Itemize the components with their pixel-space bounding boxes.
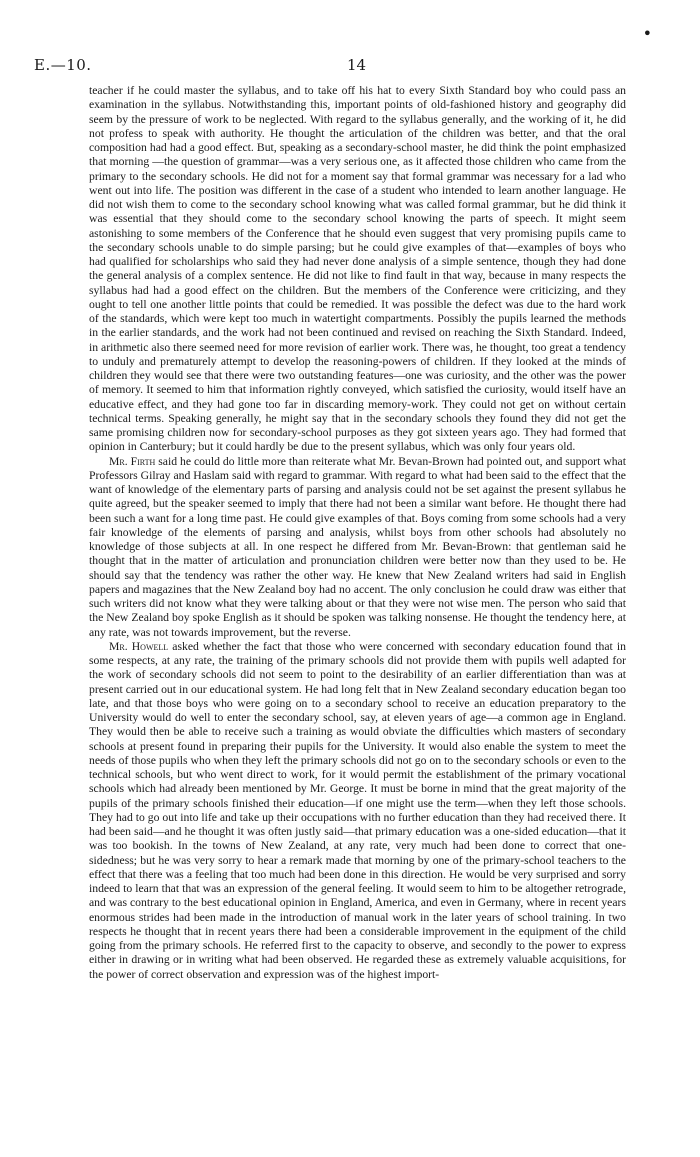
paragraph-text: teacher if he could master the syllabus, and to take off his hat to every Sixth Standard boy who could pass an examination in the syllabus. Notwithstanding this, important points of old-fashioned history and geography did seem by the pressure of work to be neglected. With regard to the syllabus generally, and the working of it, he did not profess to speak with authority. He thought the articulation of the children was better, and that the oral composition had had a good effect. But, speaking as a secondary-school master, he did think the point emphasized that morning —the question of grammar—was a very serious one, as it affected those children who came from the primary to the secondary schools. He did not for a moment say that formal grammar was necessary for a lad who went out into life. The position was different in the case of a student who intended to learn another language. He did not wish them to come to the secondary school knowing what was called formal grammar, but he did think it was essential that they should come to the secondary school knowing the parts of speech. It might seem astonishing to some members of the Conference that he should even suggest that very promising pupils came to the secondary schools unable to do simple parsing; but he could give examples of that—examples of boys who had qualified for scholarships who said they had never done analysis of a simple sentence, though they had done the general analysis of a complex sentence. He did not like to find fault in that way, because in many respects the syllabus had had a good effect on the children. But the members of the Conference were criticizing, and they ought to tell one another little points that could be remedied. It was possible the defect was due to the hard work of the standards, which were kept too much in watertight compartments. Possibly the pupils learned the methods in the earlier standards, and the work had not been continued and revised on reaching the Sixth Standard. Indeed, in arithmetic also there seemed need for more revision of earlier work. There was, he thought, too great a tendency to unduly and prematurely attempt to develop the reasoning-powers of children. If they looked at the minds of children they would see that there were two outstanding features—one was curiosity, and the other was the power of memory. It seemed to him that information rightly conveyed, which satisfied the curiosity, would itself have an educative effect, and they had gone too far in discarding memory-work. They could not get on without certain technical terms. Speaking generally, he might say that in the secondary schools they found they did not get the same promising children now for secondary-school purposes as they got sixteen years ago. They had formed that opinion in Canterbury; but it could hardly be due to the present syllabus, which was only four years old. [89,84,626,454]
paragraph-howell [89,640,626,982]
margin-mark: • [642,24,652,43]
page-number: 14 [347,56,367,74]
page-header [34,24,660,78]
document-reference: E.—10. [34,56,92,74]
speaker-name: Mr. Firth [109,454,156,468]
paragraph-text: said he could do little more than reiterate what Mr. Bevan-Brown had pointed out, and support what Professors Gilray and Haslam said with regard to grammar. With regard to what had been said to the effect that the want of knowledge of the elementary parts of parsing and analysis could not be set against the present syllabus he quite agreed, but the speaker seemed to imply that there had not been a similar want before. He thought there had been such a want for a long time past. He could give examples of that. Boys coming from some schools had a very fair knowledge of the elements of parsing and analysis, whilst boys from other schools had absolutely no knowledge of those subjects at all. In one respect he differed from Mr. Bevan-Brown: that gentleman said he thought that in the matter of articulation and pronunciation children were better now than they used to be. He should say that the tendency was rather the other way. He knew that New Zealand writers had said in English papers and magazines that the New Zealand boy had no accent. The only conclusion he could draw was either that such writers did not know what they were talking about or that they were not wise men. The person who said that the New Zealand boy spoke English as it should be spoken was talking nonsense. He thought the tendency here, at any rate, was not towards improvement, but the reverse. [89,454,626,639]
paragraph-text: asked whether the fact that those who were concerned with secondary education found that in some respects, at any rate, the training of the primary schools did not provide them with pupils well adapted for the work of secondary schools did not seem to point to the desirability of an earlier differentiation than was at present carried out in our educational system. He had long felt that in New Zealand secondary education began too late, and that those boys who were going on to a secondary school to receive an education preparatory to the University would do well to enter the secondary school, say, at eleven years of age—a common age in England. They would then be able to receive such a training as would obviate the difficulties which masters of secondary schools at present found in preparing their pupils for the University. It would also enable the system to meet the needs of those pupils who when they left the primary schools did not go on to the secondary schools or even to the technical schools, but who went direct to work, for it would permit the establishment of the primary vocational schools which had already been mentioned by Mr. George. It must be borne in mind that the great majority of the pupils of the primary schools finished their education—if one might use the term—when they left those schools. They had to go out into life and take up their occupations with no further education than they had received there. It had been said—and he thought it was often justly said—that primary education was a one-sided education—that it was too bookish. In the towns of New Zealand, at any rate, very much had been done to correct that one-sidedness; but he was very sorry to hear a remark made that morning by one of the primary-school teachers to the effect that there was a feeling that too much had been done in this direction. He would be very surprised and sorry indeed to learn that that was an expression of the general feeling. It would seem to him to be altogether retrograde, and was contrary to the best educational opinion in England, America, and even in Germany, where in recent years enormous strides had been made in the introduction of manual work in the later years of school training. In two respects he thought that in recent years there had been a considerable improvement in the equipment of the child going from the primary schools. He referred first to the capacity to observe, and secondly to the power to express either in drawing or in writing what had been observed. He regarded these as extremely valuable acquisitions, for the power of correct observation and expression was of the highest import- [89,639,626,981]
paragraph-continued [89,84,626,455]
body-text [89,84,626,982]
speaker-name: Mr. Howell [109,639,169,653]
paragraph-firth [89,455,626,640]
